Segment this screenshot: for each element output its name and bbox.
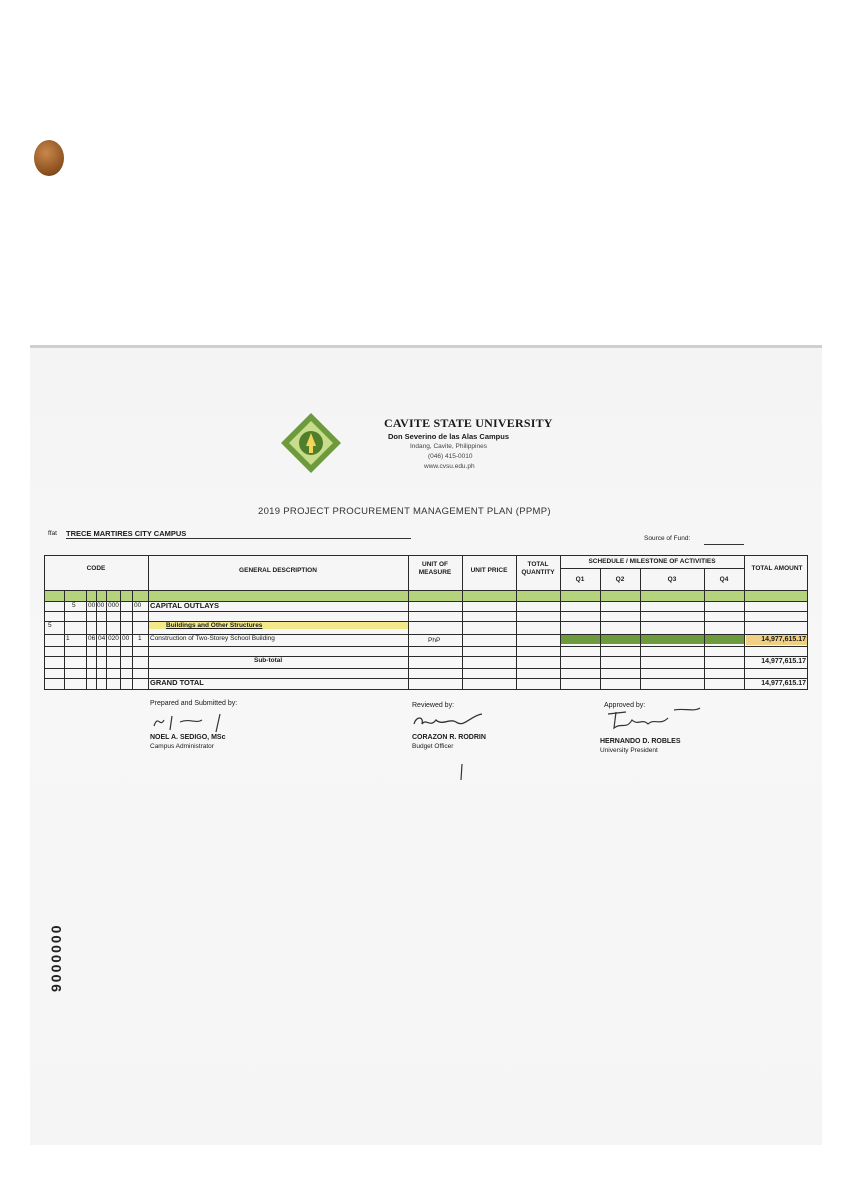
- source-of-fund-label: Source of Fund:: [644, 535, 691, 542]
- row-line: [44, 689, 808, 690]
- item-code: 00: [122, 635, 130, 642]
- item-code: 06: [88, 635, 96, 642]
- col-line: [132, 590, 133, 690]
- plan-title: 2019 PROJECT PROCUREMENT MANAGEMENT PLAN (PPMP): [258, 506, 551, 517]
- phone: (046) 415-0010: [428, 453, 473, 460]
- item-unit: PhP: [428, 637, 441, 644]
- ppmp-table: [44, 555, 808, 691]
- row-line: [44, 656, 808, 657]
- university-logo: [280, 412, 342, 474]
- col-line: [44, 555, 45, 690]
- prepared-by-label: Prepared and Submitted by:: [150, 700, 238, 707]
- punch-hole-top: [34, 140, 64, 176]
- item-code: 04: [98, 635, 106, 642]
- col-line: [744, 555, 745, 690]
- approved-by-label: Approved by:: [604, 702, 646, 709]
- code-cell: 000: [108, 602, 119, 609]
- office-label: ffat: [48, 530, 57, 537]
- document-number: 9000000: [48, 923, 64, 992]
- header-total-amount: TOTAL AMOUNT: [751, 565, 803, 572]
- item-total-amount: 14,977,615.17: [761, 636, 806, 643]
- source-of-fund-line: [704, 544, 744, 545]
- reviewed-signature: [410, 708, 500, 734]
- header-q1: Q1: [575, 576, 585, 583]
- campus-name: Don Severino de las Alas Campus: [388, 432, 510, 441]
- reviewed-by-name: CORAZON R. RODRIN: [412, 734, 486, 741]
- page-edge: [30, 345, 822, 348]
- prepared-signature: [150, 708, 260, 734]
- row-line: [44, 668, 808, 669]
- col-line: [148, 555, 149, 690]
- col-line: [106, 590, 107, 690]
- capital-outlays-label: CAPITAL OUTLAYS: [150, 601, 220, 610]
- header-q2: Q2: [615, 576, 625, 583]
- col-line: [120, 590, 121, 690]
- code-cell: 00: [88, 602, 96, 609]
- row-line: [44, 611, 808, 612]
- col-line: [64, 590, 65, 690]
- col-line: [408, 555, 409, 690]
- reviewed-by-role: Budget Officer: [412, 743, 454, 750]
- col-line: [462, 555, 463, 690]
- row-line: [44, 555, 808, 556]
- row-line: [44, 621, 808, 622]
- header-total-quantity: TOTAL QUANTITY: [521, 561, 555, 576]
- grand-total-label: GRAND TOTAL: [150, 678, 204, 687]
- header-unit-of-measure: UNIT OF MEASURE: [418, 561, 452, 576]
- office-value: TRECE MARTIRES CITY CAMPUS: [66, 529, 411, 539]
- item-description: Construction of Two-Storey School Building: [150, 635, 275, 642]
- schedule-bar: [560, 635, 744, 644]
- website: www.cvsu.edu.ph: [424, 463, 475, 470]
- header-q4: Q4: [719, 576, 729, 583]
- prepared-by-name: NOEL A. SEDIGO, MSc: [150, 734, 226, 741]
- schedule-divider: [560, 568, 744, 569]
- address: Indang, Cavite, Philippines: [410, 443, 487, 450]
- university-name: CAVITE STATE UNIVERSITY: [384, 416, 553, 430]
- header-schedule: SCHEDULE / MILESTONE OF ACTIVITIES: [588, 558, 716, 565]
- col-line: [807, 555, 808, 690]
- reviewed-by-label: Reviewed by:: [412, 702, 455, 709]
- header-unit-price: UNIT PRICE: [470, 567, 508, 574]
- item-number: 1: [138, 635, 142, 642]
- header-code: CODE: [86, 565, 106, 572]
- code-cell: 00: [134, 602, 142, 609]
- code-cell: 5: [72, 602, 76, 609]
- row-line: [44, 646, 808, 647]
- col-line: [86, 590, 87, 690]
- subtotal-amount: 14,977,615.17: [761, 658, 806, 665]
- header-q3: Q3: [667, 576, 677, 583]
- category-code: 5: [48, 622, 52, 629]
- category-label: Buildings and Other Structures: [166, 622, 263, 629]
- col-line: [704, 568, 705, 690]
- mark: [458, 764, 466, 780]
- col-line: [640, 568, 641, 690]
- item-code: 020: [108, 635, 119, 642]
- col-line: [516, 555, 517, 690]
- prepared-by-role: Campus Administrator: [150, 743, 214, 750]
- grand-total-amount: 14,977,615.17: [761, 680, 806, 687]
- header-general-description: GENERAL DESCRIPTION: [239, 567, 317, 574]
- item-code: 1: [66, 635, 70, 642]
- col-line: [600, 568, 601, 690]
- header-green-band: [44, 590, 808, 601]
- code-cell: 00: [97, 602, 105, 609]
- approved-by-role: University President: [600, 747, 658, 754]
- approved-signature: [604, 704, 704, 734]
- approved-by-name: HERNANDO D. ROBLES: [600, 738, 681, 745]
- row-line: [44, 590, 808, 591]
- subtotal-label: Sub-total: [254, 657, 283, 664]
